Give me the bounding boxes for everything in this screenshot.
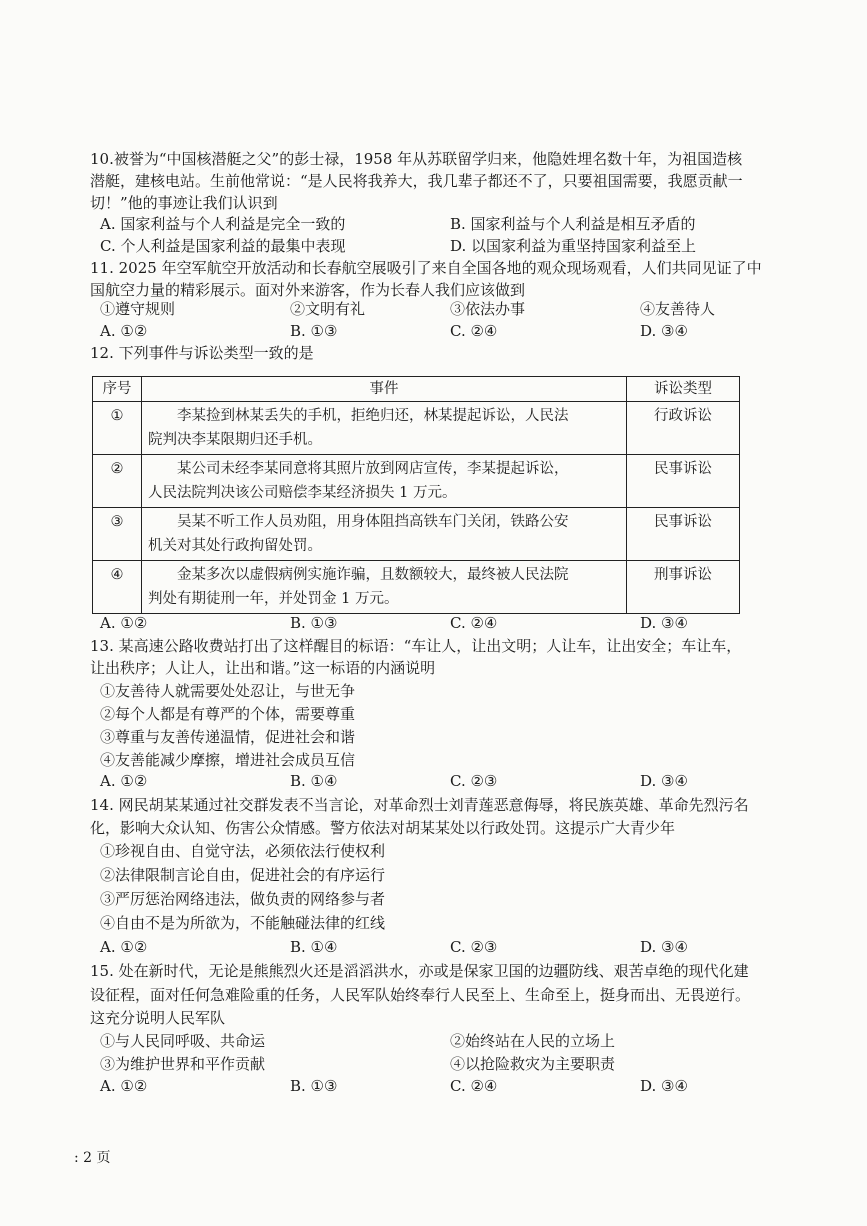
q15-options — [100, 1075, 780, 1097]
q13-option-c: C. ②③ — [450, 772, 498, 790]
q13-options — [100, 770, 780, 792]
q13-statement-1: ①友善待人就需要处处忍让，与世无争 — [100, 682, 356, 700]
q14-stem-line-2: 化，影响大众认知、伤害公众情感。警方依法对胡某某处以行政处罚。这提示广大青少年 — [90, 819, 676, 837]
q13-stem-line-1: 13. 某高速公路收费站打出了这样醒目的标语：“车让人，让出文明；人让车，让出安全；车让车， — [90, 637, 742, 655]
q14-statement-1: ①珍视自由、自觉守法，必须依法行使权利 — [100, 842, 386, 860]
table-row — [93, 402, 740, 455]
table-row — [93, 455, 740, 508]
row-event-line-2: 机关对其处行政拘留处罚。 — [148, 538, 322, 554]
row-event-line-2: 判处有期徒刑一年，并处罚金 1 万元。 — [148, 591, 399, 607]
table-header-row — [93, 377, 740, 402]
q15-stem-line-3: 这充分说明人民军队 — [90, 1009, 226, 1027]
q14-stem-line-1: 14. 网民胡某某通过社交群发表不当言论，对革命烈士刘青莲恶意侮辱，将民族英雄、革命先烈污名 — [90, 796, 749, 814]
q13-option-d: D. ③④ — [640, 772, 688, 790]
q13-option-b: B. ①④ — [290, 772, 338, 790]
row-seq: ① — [93, 402, 142, 455]
q14-option-c: C. ②③ — [450, 938, 498, 956]
row-event-line-1: 某公司未经李某同意将其照片放到网店宣传，李某提起诉讼， — [177, 461, 569, 477]
row-type: 民事诉讼 — [627, 508, 740, 561]
q14-option-a: A. ①② — [100, 938, 148, 956]
q11-options — [100, 320, 780, 342]
q15-stem-line-1: 15. 处在新时代，无论是熊熊烈火还是滔滔洪水，亦或是保家卫国的边疆防线、艰苦卓绝的现代化建 — [90, 962, 749, 980]
q14-statement-4: ④自由不是为所欲为，不能触碰法律的红线 — [100, 914, 386, 932]
q14-statement-3: ③严厉惩治网络违法，做负责的网络参与者 — [100, 890, 386, 908]
page-footer: : 2 页 — [74, 1150, 111, 1166]
row-type: 行政诉讼 — [627, 402, 740, 455]
table-row — [93, 561, 740, 614]
row-event — [142, 455, 627, 508]
q15-statement-1: ①与人民同呼吸、共命运 — [100, 1032, 266, 1050]
row-event-line-1: 李某捡到林某丢失的手机，拒绝归还，林某提起诉讼，人民法 — [177, 408, 569, 424]
row-seq: ② — [93, 455, 142, 508]
row-event — [142, 508, 627, 561]
q11-statement-2: ②文明有礼 — [290, 300, 366, 318]
q11-statement-1: ①遵守规则 — [100, 300, 176, 318]
q10-option-d: D. 以国家利益为重坚持国家利益至上 — [450, 237, 697, 255]
q12-option-b: B. ①③ — [290, 614, 338, 632]
q13-statement-3: ③尊重与友善传递温情，促进社会和谐 — [100, 728, 356, 746]
header-event: 事件 — [142, 377, 627, 402]
q11-stem-line-2: 国航空力量的精彩展示。面对外来游客，作为长春人我们应该做到 — [90, 281, 526, 299]
q12-option-a: A. ①② — [100, 614, 148, 632]
q12-option-c: C. ②④ — [450, 614, 498, 632]
litigation-table — [92, 376, 740, 614]
q15-statement-3: ③为维护世界和平作贡献 — [100, 1055, 266, 1073]
q10-stem-line-1: 10.被誉为“中国核潜艇之父”的彭士禄，1958 年从苏联留学归来，他隐姓埋名数十年，为祖国造核 — [90, 150, 743, 168]
q10-options-row-2 — [100, 235, 780, 257]
header-type: 诉讼类型 — [627, 377, 740, 402]
q11-stem-line-1: 11. 2025 年空军航空开放活动和长春航空展吸引了来自全国各地的观众现场观看，人们共同见证了中 — [90, 259, 762, 277]
row-event — [142, 402, 627, 455]
q10-stem-line-2: 潜艇，建核电站。生前他常说：“是人民将我养大，我几辈子都还不了，只要祖国需要，我愿贡献一 — [90, 172, 743, 190]
q11-option-c: C. ②④ — [450, 322, 498, 340]
q14-statement-2: ②法律限制言论自由，促进社会的有序运行 — [100, 866, 386, 884]
q15-option-c: C. ②④ — [450, 1077, 498, 1095]
q12-stem: 12. 下列事件与诉讼类型一致的是 — [90, 344, 314, 362]
table-row — [93, 508, 740, 561]
q10-options-row-1 — [100, 213, 780, 235]
row-event-line-2: 人民法院判决该公司赔偿李某经济损失 1 万元。 — [148, 485, 457, 501]
q15-statement-2: ②始终站在人民的立场上 — [450, 1032, 616, 1050]
q13-option-a: A. ①② — [100, 772, 148, 790]
q11-statement-3: ③依法办事 — [450, 300, 526, 318]
row-type: 民事诉讼 — [627, 455, 740, 508]
q12-option-d: D. ③④ — [640, 614, 688, 632]
q10-option-c: C. 个人利益是国家利益的最集中表现 — [100, 237, 346, 255]
q11-option-a: A. ①② — [100, 322, 148, 340]
q13-statement-2: ②每个人都是有尊严的个体，需要尊重 — [100, 705, 356, 723]
q10-stem-line-3: 切！”他的事迹让我们认识到 — [90, 194, 278, 212]
q15-statement-4: ④以抢险救灾为主要职责 — [450, 1055, 616, 1073]
q14-options — [100, 936, 780, 958]
q15-option-d: D. ③④ — [640, 1077, 688, 1095]
q11-statement-4: ④友善待人 — [640, 300, 716, 318]
q15-statements-row-2 — [100, 1053, 780, 1075]
row-type: 刑事诉讼 — [627, 561, 740, 614]
q15-option-a: A. ①② — [100, 1077, 148, 1095]
q11-option-d: D. ③④ — [640, 322, 688, 340]
row-event-line-1: 吴某不听工作人员劝阻，用身体阻挡高铁车门关闭，铁路公安 — [177, 514, 569, 530]
q15-option-b: B. ①③ — [290, 1077, 338, 1095]
q11-statements — [100, 298, 780, 320]
q11-option-b: B. ①③ — [290, 322, 338, 340]
q14-option-b: B. ①④ — [290, 938, 338, 956]
q13-statement-4: ④友善能减少摩擦，增进社会成员互信 — [100, 751, 356, 769]
row-seq: ④ — [93, 561, 142, 614]
header-seq: 序号 — [93, 377, 142, 402]
q10-option-b: B. 国家利益与个人利益是相互矛盾的 — [450, 215, 696, 233]
row-event-line-1: 金某多次以虚假病例实施诈骗，且数额较大，最终被人民法院 — [177, 567, 569, 583]
row-event-line-2: 院判决李某限期归还手机。 — [148, 432, 322, 448]
q15-stem-line-2: 设征程，面对任何急难险重的任务，人民军队始终奉行人民至上、生命至上，挺身而出、无畏逆行。 — [90, 986, 751, 1004]
q13-stem-line-2: 让出秩序；人让人，让出和谐。”这一标语的内涵说明 — [90, 659, 436, 677]
q14-option-d: D. ③④ — [640, 938, 688, 956]
q15-statements-row-1 — [100, 1030, 780, 1052]
row-seq: ③ — [93, 508, 142, 561]
q12-options — [100, 612, 780, 634]
row-event — [142, 561, 627, 614]
q10-option-a: A. 国家利益与个人利益是完全一致的 — [100, 215, 346, 233]
